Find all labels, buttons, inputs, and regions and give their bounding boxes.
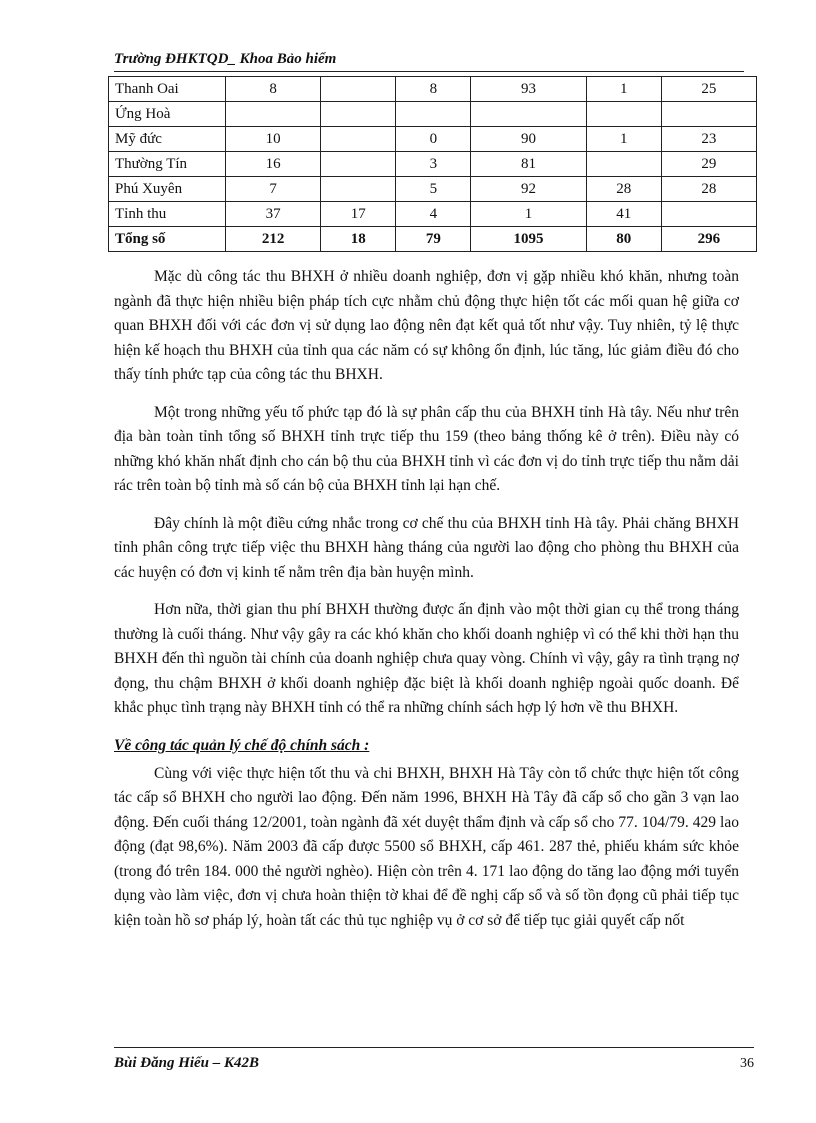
page-number: 36 <box>740 1056 754 1071</box>
table-cell: 17 <box>321 202 396 227</box>
table-cell <box>321 102 396 127</box>
table-cell: Phú Xuyên <box>109 177 226 202</box>
footer-rule <box>114 1047 754 1048</box>
table-cell: 10 <box>226 127 321 152</box>
header-rule <box>114 71 744 72</box>
header-title: Trường ĐHKTQD_ Khoa Bảo hiểm <box>114 51 337 67</box>
table-cell <box>321 77 396 102</box>
table-cell: 212 <box>226 227 321 252</box>
table-cell: 18 <box>321 227 396 252</box>
table-cell: 3 <box>396 152 471 177</box>
table-cell: 7 <box>226 177 321 202</box>
table-cell: Thanh Oai <box>109 77 226 102</box>
table-cell: 81 <box>471 152 586 177</box>
table-cell: Thường Tín <box>109 152 226 177</box>
table-cell: Tỉnh thu <box>109 202 226 227</box>
table-cell: Ứng Hoà <box>109 102 226 127</box>
table-cell <box>661 202 756 227</box>
table-cell: 1 <box>586 77 661 102</box>
table-cell: 93 <box>471 77 586 102</box>
table-cell: 79 <box>396 227 471 252</box>
table-cell: Mỹ đức <box>109 127 226 152</box>
paragraph: Hơn nữa, thời gian thu phí BHXH thường được ấn định vào một thời gian cụ thể trong tháng thường là cuối tháng. Như vậy gây ra các khó khăn cho khối doanh nghiệp vì có thể khi thời hạn thu BHXH đến thì nguồn tài chính của doanh nghiệp chưa quay vòng. Chính vì vậy, gây ra tình trạng nợ đọng, thu chậm BHXH ở khối doanh nghiệp đặc biệt là khối doanh nghiệp ngoài quốc doanh. Để khắc phục tình trạng này BHXH tỉnh có thể ra những chính sách hợp lý hơn về thu BHXH. <box>114 601 739 716</box>
table-row <box>109 127 757 152</box>
table-cell: 1 <box>471 202 586 227</box>
table-cell: 16 <box>226 152 321 177</box>
table-cell: 90 <box>471 127 586 152</box>
table-cell <box>586 102 661 127</box>
table-cell: 25 <box>661 77 756 102</box>
table-cell <box>321 177 396 202</box>
paragraph: Đây chính là một điều cứng nhắc trong cơ chế thu của BHXH tỉnh Hà tây. Phải chăng BHXH tỉnh phân công trực tiếp việc thu BHXH hàng tháng của người lao động cho phòng thu BHXH của các huyện có đơn vị kinh tế nằm trên địa bàn huyện mình. <box>114 514 739 581</box>
table-total-row <box>109 227 757 252</box>
table-cell: 296 <box>661 227 756 252</box>
table-cell <box>226 102 321 127</box>
body-text <box>114 265 739 933</box>
table-cell: 92 <box>471 177 586 202</box>
table-row <box>109 177 757 202</box>
table-cell: Tổng số <box>109 227 226 252</box>
table-row <box>109 77 757 102</box>
table-cell: 80 <box>586 227 661 252</box>
paragraph: Một trong những yếu tố phức tạp đó là sự phân cấp thu của BHXH tỉnh Hà tây. Nếu như trên địa bàn toàn tỉnh tổng số BHXH tỉnh trực tiếp thu 159 (theo bảng thống kê ở trên). Điều này có những khó khăn nhất định cho cán bộ thu của BHXH tỉnh vì các đơn vị do tỉnh trực tiếp thu nằm dải rác trên toàn bộ tỉnh mà số cán bộ của BHXH tỉnh lại hạn chế. <box>114 403 739 494</box>
table-cell <box>471 102 586 127</box>
table-cell: 28 <box>586 177 661 202</box>
table-cell: 29 <box>661 152 756 177</box>
footer-author: Bùi Đăng Hiếu – K42B <box>114 1055 260 1071</box>
table-cell <box>321 152 396 177</box>
statistics-table <box>108 76 757 252</box>
table-row <box>109 152 757 177</box>
table-row <box>109 202 757 227</box>
table-cell <box>396 102 471 127</box>
table-cell: 37 <box>226 202 321 227</box>
paragraph: Cùng với việc thực hiện tốt thu và chi BHXH, BHXH Hà Tây còn tổ chức thực hiện tốt công tác cấp sổ BHXH cho người lao động. Đến năm 1996, BHXH Hà Tây đã cấp sổ cho gần 3 vạn lao động. Đến cuối tháng 12/2001, toàn ngành đã xét duyệt thẩm định và cấp sổ cho 77. 104/79. 429 lao động (đạt 98,6%). Năm 2003 đã cấp được 5500 sổ BHXH, cấp 461. 287 thẻ, phiếu khám sức khỏe (trong đó trên 184. 000 thẻ người nghèo). Hiện còn trên 4. 171 lao động do tăng lao động mới tuyển dụng vào làm việc, đơn vị chưa hoàn thiện tờ khai để đề nghị cấp sổ và số tồn đọng cũ phải tiếp tục kiện toàn hồ sơ pháp lý, hoàn tất các thủ tục nghiệp vụ ở cơ sở để tiếp tục giải quyết cấp nốt <box>114 764 739 929</box>
table-cell: 41 <box>586 202 661 227</box>
table-cell: 8 <box>226 77 321 102</box>
table-cell: 8 <box>396 77 471 102</box>
table-cell: 5 <box>396 177 471 202</box>
table-cell <box>321 127 396 152</box>
table-cell: 1 <box>586 127 661 152</box>
table-cell: 23 <box>661 127 756 152</box>
paragraph: Mặc dù công tác thu BHXH ở nhiều doanh nghiệp, đơn vị gặp nhiều khó khăn, nhưng toàn ngành đã thực hiện nhiều biện pháp tích cực nhằm chủ động thực hiện tốt các mối quan hệ giữa cơ quan BHXH đối với các đơn vị sử dụng lao động nên đạt kết quả tốt như vậy. Tuy nhiên, tỷ lệ thực hiện kế hoạch thu BHXH của tỉnh qua các năm có sự không ổn định, lúc tăng, lúc giảm điều đó cho thấy tính phức tạp của công tác thu BHXH. <box>114 268 739 383</box>
table-cell: 28 <box>661 177 756 202</box>
section-heading: Về công tác quản lý chế độ chính sách : <box>114 736 370 754</box>
table-cell: 4 <box>396 202 471 227</box>
page-header <box>114 50 744 72</box>
table-cell <box>586 152 661 177</box>
table-row <box>109 102 757 127</box>
table-cell: 0 <box>396 127 471 152</box>
page-footer <box>114 1047 754 1072</box>
table-cell <box>661 102 756 127</box>
table-cell: 1095 <box>471 227 586 252</box>
